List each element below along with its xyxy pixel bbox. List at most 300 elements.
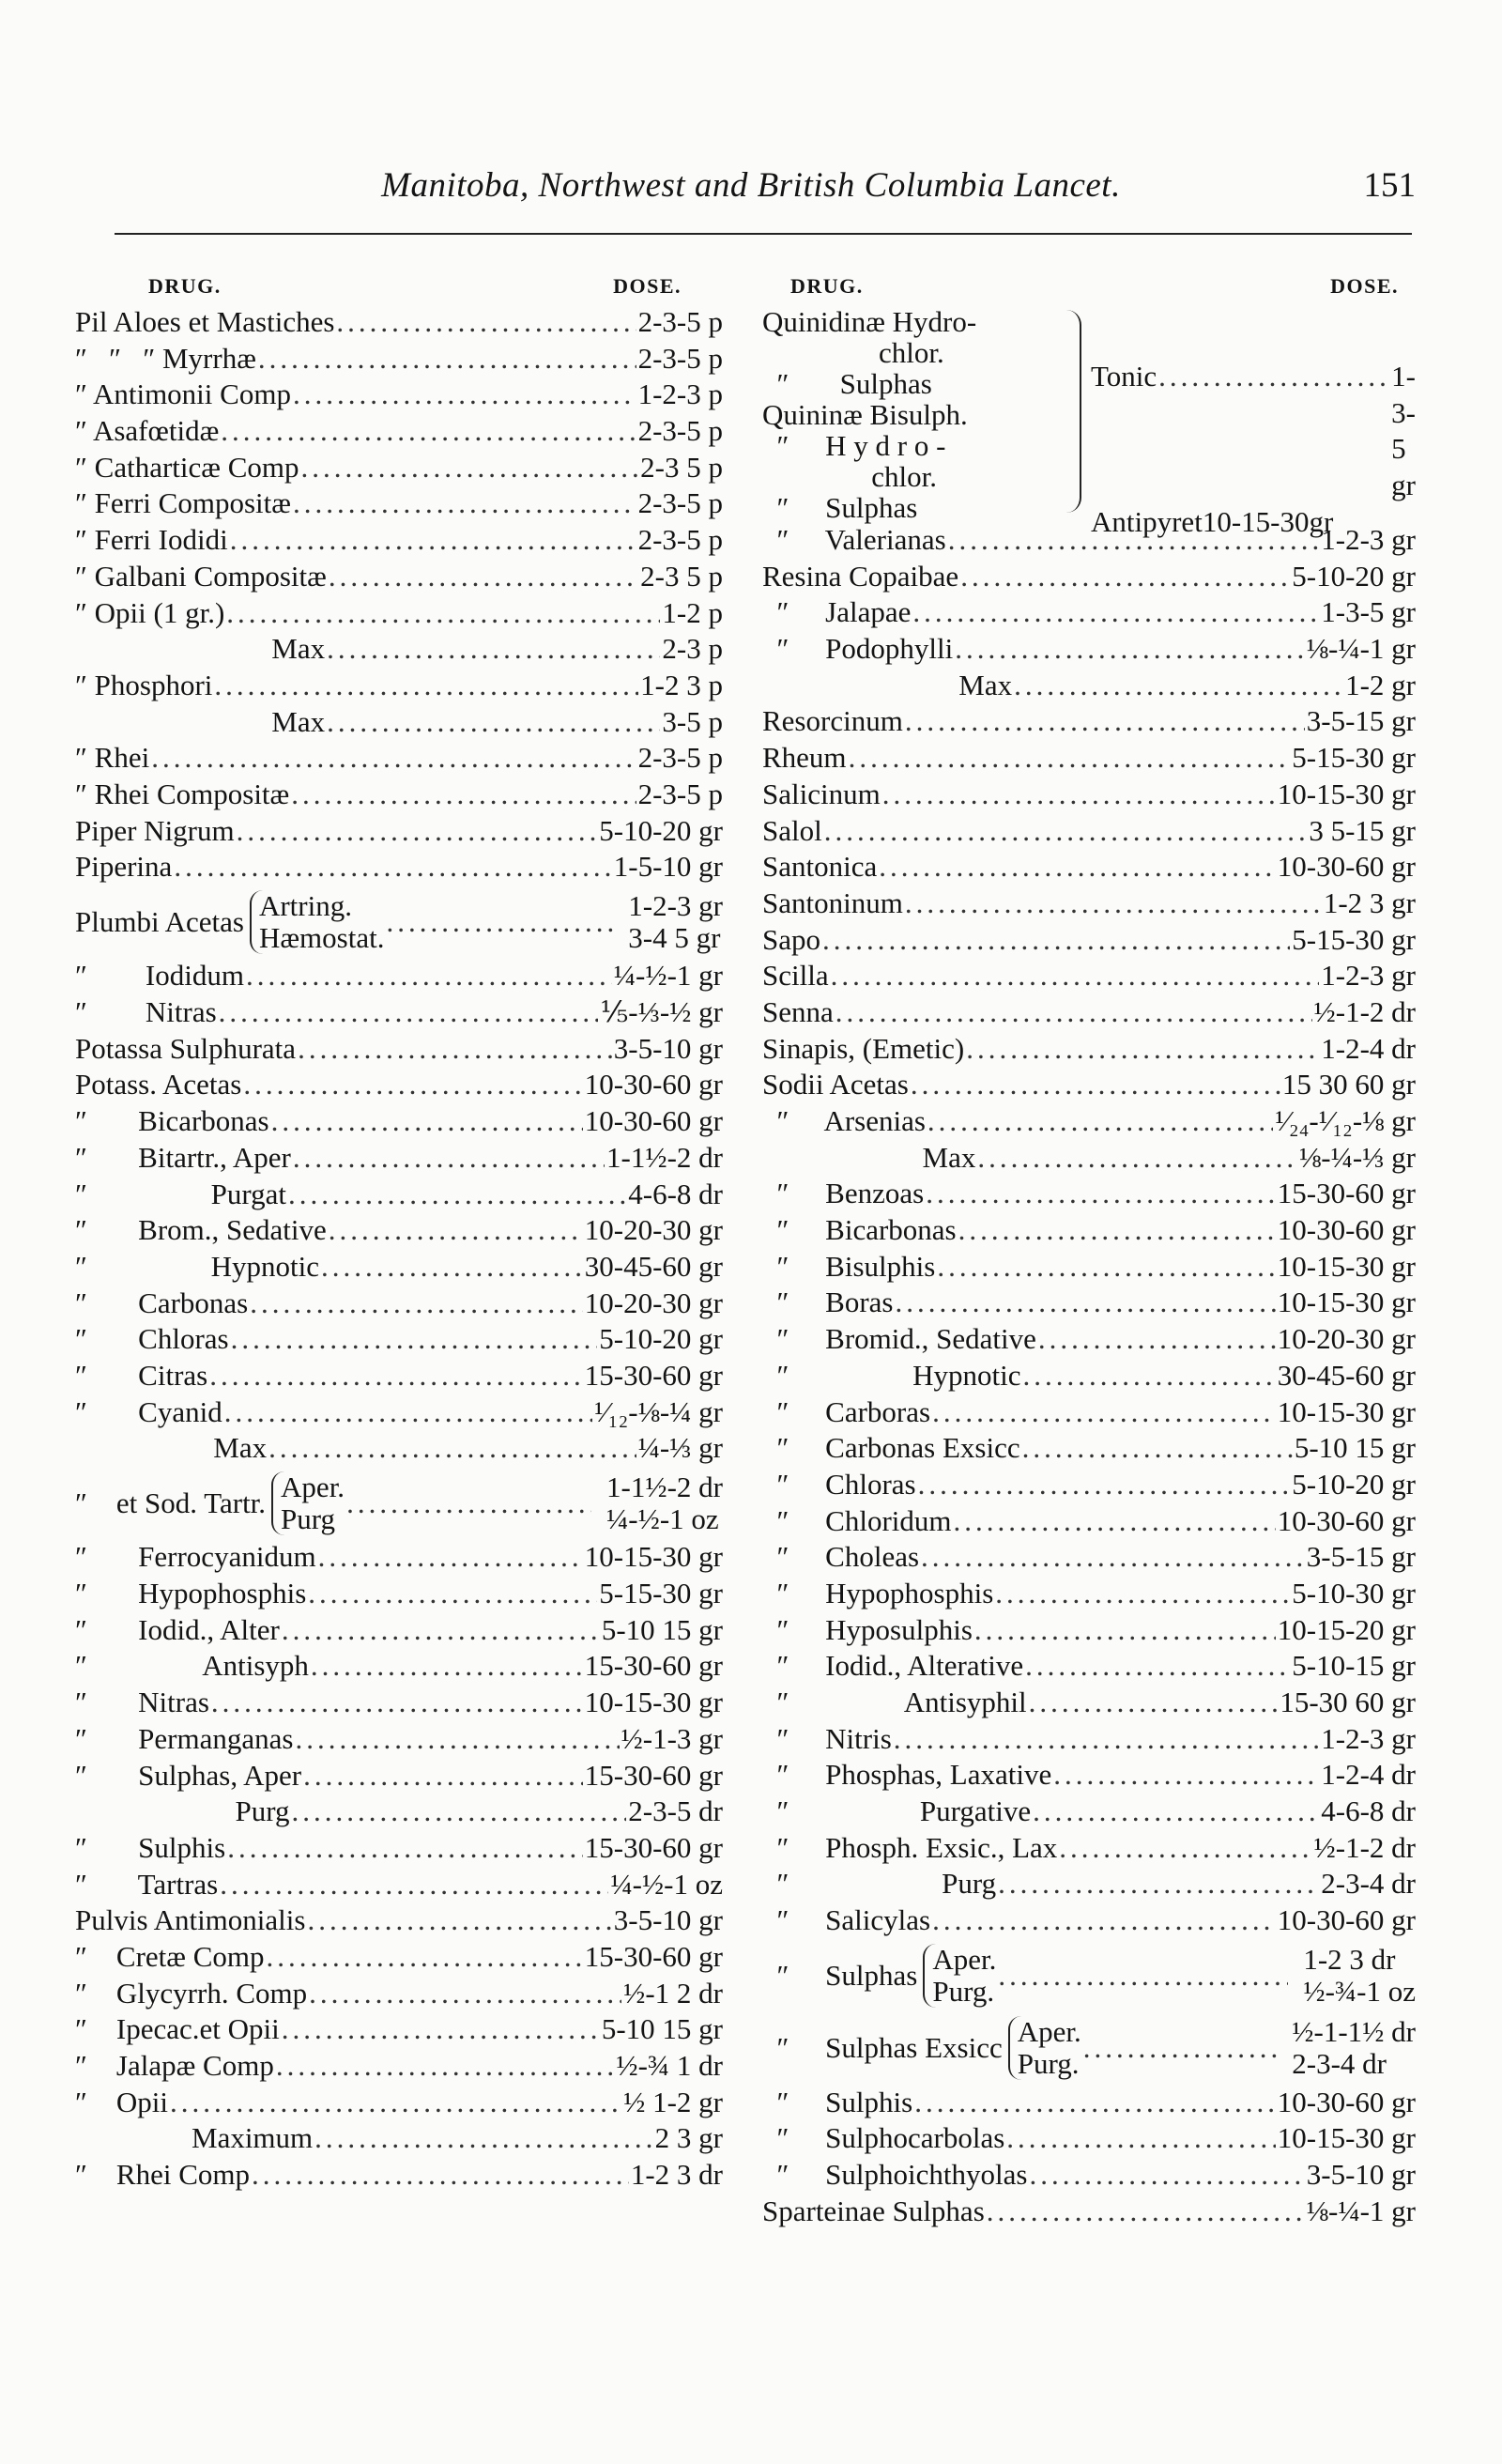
dot-leader [170,2085,621,2121]
dot-leader [914,2085,1276,2121]
left-column-heading [75,274,723,304]
dot-leader [327,704,660,741]
drug-name: Rheum [762,741,847,775]
drug-name: ″ Carbonas Exsicc [762,1431,1020,1465]
table-row [75,849,723,886]
running-header: Manitoba, Northwest and British Columbia Lancet. [381,166,1121,205]
dose-value: ½-1-2 dr [1313,994,1416,1028]
dose-value: ½-¾-1 oz [1303,1974,1416,2008]
dose-value: 2-3 p [662,632,723,666]
drug-name: Sparteinae Sulphas [762,2194,985,2227]
sub-dose-values [599,1471,723,1535]
dose-value: 10-15-20 gr [1277,1612,1416,1646]
table-row [75,1685,723,1721]
dose-value: 2-3-5 p [637,777,723,810]
dot-leader [912,594,1319,631]
sub-dose-values [621,890,723,954]
sub-use-label: Purg [281,1502,336,1535]
table-row [762,1902,1416,1939]
dose-value: 30-45-60 gr [584,1249,723,1283]
dot-leader [209,1358,583,1394]
table-row [75,1902,723,1939]
dot-leader [835,994,1312,1031]
dose-value: 15-30-60 gr [584,1758,723,1792]
table-row [762,594,1416,631]
group-drug-name: Quinidinæ Hydro- [762,305,977,338]
table-row [762,740,1416,777]
dose-value: 1-1½-2 dr [606,1470,723,1503]
table-row [762,631,1416,668]
drug-name: ″ Purgat [75,1177,287,1210]
dose-value: ½-¾ 1 dr [616,2049,723,2083]
dot-leader [1053,1757,1319,1794]
dot-leader [1006,2120,1275,2157]
drug-name: ″ Choleas [762,1540,920,1574]
drug-name: ″ Sulphas, Aper [75,1758,302,1792]
dose-value: 2-3-4 dr [1292,2046,1387,2080]
dot-leader [271,1103,583,1140]
dose-value: ½-1-2 dr [1313,1830,1416,1864]
dot-leader [849,740,1291,777]
table-row [75,1321,723,1358]
table-row [762,1176,1416,1212]
table-row [75,1830,723,1867]
table-row [762,1866,1416,1902]
table-row [75,377,723,413]
sub-dose-values [1295,1944,1416,2008]
dot-leader [998,1939,1288,2011]
sub-use-label: Aper. [932,1942,997,1976]
sub-use-label: Purg. [932,1974,995,2008]
dose-value: ¼-½-1 oz [610,1867,723,1901]
drug-name: ″ Sulphis [762,2085,913,2118]
drug-name: ″ Hyposulphis [762,1612,973,1646]
table-row [75,559,723,595]
dose-value: 5-15-30 gr [1292,922,1416,956]
dot-leader [258,341,636,377]
dot-leader [926,1176,1276,1212]
table-row [75,2120,723,2157]
table-row [75,1867,723,1903]
dot-leader [276,2048,615,2085]
dot-leader [291,777,636,813]
dot-leader [327,631,660,668]
dot-leader [309,1976,621,2012]
table-row [762,1794,1416,1830]
dot-leader [314,2120,653,2157]
dose-value: ½-1-1½ dr [1292,2014,1416,2048]
dose-value: 2-3-5 dr [628,1794,723,1828]
table-row [75,2085,723,2121]
sub-use-label: Aper. [281,1470,345,1503]
dose-value: 15-30-60 gr [1277,1177,1416,1210]
dose-label: Antipyret [1091,504,1203,538]
drug-name: ″ Hypnotic [75,1249,320,1283]
table-row [762,1103,1416,1140]
dose-value: 1-2-3 gr [1321,1721,1416,1755]
table-row [762,958,1416,994]
drug-name: Resina Copaibae [762,559,959,593]
drug-name: Max [762,1140,976,1174]
table-row [762,559,1416,595]
table-row [75,740,723,777]
dot-leader [386,886,613,958]
drug-name: ″ Hypophosphis [762,1576,994,1609]
table-row [75,1576,723,1612]
drug-name: Plumbi Acetas [75,905,244,938]
dose-value: 15-30-60 gr [584,1830,723,1864]
left-drug-list [75,304,723,2194]
dose-value: 10-15-30 gr [1277,1394,1416,1428]
table-row [762,2085,1416,2121]
dot-leader [824,813,1308,850]
dot-leader [224,1394,592,1431]
drug-name: ″ Sulphoichthyolas [762,2157,1028,2191]
dose-value: 3-5 p [662,704,723,738]
table-row [762,1648,1416,1685]
dot-leader [226,595,660,632]
dose-value: 4-6-8 dr [1321,1794,1416,1828]
drug-name: ″ Sulphis [75,1830,226,1864]
drug-name: Potass. Acetas [75,1068,242,1101]
drug-name: ″ Tartras [75,1867,219,1901]
drug-name: ″ Citras [75,1358,208,1392]
dose-heading: DOSE. [1330,274,1399,298]
dose-value: 10-15-30 gr [1277,777,1416,810]
dose-value: 5-10-20 gr [599,1322,723,1356]
table-row [75,1721,723,1758]
drug-name: ″ Chloras [762,1467,916,1501]
drug-name: Max [75,1431,268,1465]
dot-leader [1033,1794,1319,1830]
dose-value: 15-30-60 gr [584,1939,723,1973]
drug-name: ″ Antisyphil [762,1686,1027,1718]
drug-name: ″ Ipecac.et Opii [75,2012,280,2046]
dose-value: 10-15-30 gr [584,1540,723,1574]
drug-name: ″ Galbani Compositæ [75,559,327,593]
table-row [762,1358,1416,1394]
dot-leader [174,849,611,886]
table-row [762,2120,1416,2157]
drug-name: Senna [762,994,834,1028]
drug-name: ″ Nitras [75,1686,209,1719]
dot-leader [321,1249,583,1286]
drug-name: ″ Hypnotic [762,1358,1021,1392]
table-row [762,886,1416,922]
dose-value: ½ 1-2 gr [623,2085,723,2118]
drug-name: ″ Sulphas Exsicc [762,2031,1003,2065]
dot-leader [894,1721,1319,1758]
dose-value: 1-2-3 gr [628,888,723,922]
dot-leader [227,1830,583,1867]
drug-name: Max [762,668,1013,701]
dot-leader [822,922,1290,959]
dose-value: ⅛-¼-⅓ gr [1299,1140,1416,1174]
table-row [75,1358,723,1394]
sub-use-brace [1008,2016,1081,2080]
dot-leader [329,1212,583,1249]
table-row [75,2011,723,2048]
dot-leader [211,1685,583,1721]
dose-value: 1-2-3 gr [1321,523,1416,556]
dose-value: 10-30-60 gr [1277,1503,1416,1537]
dose-value: 3-5-10 gr [613,1031,723,1065]
dose-value: 30-45-60 gr [1277,1358,1416,1392]
drug-name: ″ Jalapæ Comp [75,2049,274,2083]
dot-leader [921,1539,1305,1576]
dose-value: 2-3-5 p [637,305,723,338]
table-row [75,2157,723,2194]
drug-heading: DRUG. [790,274,864,298]
dose-value: 10-15-30 gr [1277,2121,1416,2155]
drug-name: ″ Salicylas [762,1903,931,1937]
dot-leader [974,1612,1276,1649]
dot-leader [237,813,598,850]
drug-name: Max [75,632,326,666]
drug-name: ″ Benzoas [762,1177,925,1210]
drug-name: ″ Arsenias [762,1104,926,1137]
dot-leader [1029,1685,1279,1721]
table-row [762,1576,1416,1612]
dose-value: 5-15-30 gr [599,1577,723,1610]
drug-name: ″ Sulphocarbolas [762,2121,1005,2155]
table-row [762,1685,1416,1721]
drug-name: ″ Nitris [762,1721,892,1755]
table-row [75,1140,723,1177]
drug-name: Pulvis Antimonialis [75,1903,306,1937]
dot-leader [267,1939,583,1976]
drug-name: ″ Bicarbonas [762,1213,957,1247]
dot-leader [295,1721,619,1758]
dot-leader [937,1249,1275,1286]
dose-value: 1-3-5 gr [1321,595,1416,629]
table-row [762,1612,1416,1649]
dose-value: 1-2 gr [1345,668,1416,701]
table-row [762,777,1416,813]
table-row [75,886,723,958]
table-row [762,1031,1416,1068]
drug-name: Santonica [762,850,878,884]
dose-line-tonic [1091,359,1416,504]
dot-leader [998,1866,1319,1902]
dose-value: 5-10-30 gr [1292,1576,1416,1609]
dose-value: 10-30-60 gr [1277,850,1416,884]
page-number: 151 [1363,166,1416,205]
dot-leader [955,631,1305,668]
drug-name: ″ Purgative [762,1794,1032,1828]
table-row [75,1249,723,1286]
dose-heading: DOSE. [613,274,682,298]
dot-leader [252,2157,629,2194]
dot-leader [977,1140,1297,1177]
dose-value: 1-2-4 dr [1321,1031,1416,1065]
table-row [75,304,723,341]
drug-name: ″ Rhei Compositæ [75,777,290,810]
dose-value: 10-30-60 gr [1277,1903,1416,1937]
drug-name: ″ Rhei [75,741,150,775]
dose-value: 10-15-30gr [1202,504,1334,538]
drug-name: ″ Iodid., Alter [75,1612,280,1646]
dose-value: ¹⁄₂₄-¹⁄₁₂-⅛ gr [1275,1104,1416,1137]
dot-leader [1038,1321,1276,1358]
dot-leader [230,522,636,559]
dot-leader [293,485,636,522]
drug-name: ″ Phosphas, Laxative [762,1758,1052,1792]
dose-value: 1-2-3 p [637,377,723,411]
dot-leader [307,1902,611,1939]
dose-value: 3 5-15 gr [1309,813,1416,847]
sub-use-label: Artring. [258,888,352,922]
dose-value: ¼-½-1 gr [613,959,723,993]
dot-leader [918,1467,1291,1503]
table-row [762,1285,1416,1321]
table-row [75,450,723,486]
table-row [75,1177,723,1213]
table-row [762,849,1416,886]
drug-name: Sinapis, (Emetic) [762,1031,965,1065]
drug-name: ″ Iodid., Alterative [762,1649,1024,1683]
drug-name: Maximum [75,2121,314,2155]
dose-value: ¹⁄₁₂-⅛-¼ gr [594,1394,723,1428]
table-row [762,2011,1416,2084]
table-row [75,1103,723,1140]
drug-name: Salol [762,813,822,847]
table-row [75,1394,723,1431]
dot-leader [243,1067,582,1103]
table-row [762,1249,1416,1286]
table-row [762,1394,1416,1431]
dose-value: ½-1 2 dr [623,1976,723,2010]
sub-use-label: Purg. [1017,2046,1080,2080]
dot-leader [932,1394,1276,1431]
dot-leader [905,886,1322,922]
drug-name: ″ Jalapae [762,595,912,629]
dot-leader [911,1067,1280,1103]
table-row [762,1140,1416,1177]
drug-name: ″ Brom., Sedative [75,1213,327,1247]
drug-name: ″ Ferrocyanidum [75,1540,316,1574]
sub-use-brace [271,1471,345,1535]
drug-name: ″ Ferri Iodidi [75,523,228,557]
dose-value: 5-10-20 gr [599,813,723,847]
dose-value: 2-3-4 dr [1321,1867,1416,1901]
table-row [75,1758,723,1794]
dose-value: 10-15-30 gr [1277,1249,1416,1283]
group-drug-name: ″ Sulphas [762,367,932,400]
dose-value: 10-30-60 gr [584,1104,723,1138]
dose-value: 10-30-60 gr [1277,2085,1416,2118]
drug-name: ″ Ferri Compositæ [75,486,291,520]
table-row [762,813,1416,850]
dot-leader [329,559,638,595]
right-drug-list [762,522,1416,2229]
table-row [762,2157,1416,2194]
dose-value: 1-3-5 gr [1391,360,1416,502]
dot-leader [292,1794,627,1830]
dose-value: 2-3-5 p [637,741,723,775]
drug-name: ″ Sulphas [762,1958,918,1992]
dot-leader [220,1867,608,1903]
drug-name: Santoninum [762,886,903,919]
dot-leader [966,1031,1319,1068]
table-row [762,1539,1416,1576]
group-drug-name: ″ Sulphas [762,491,918,524]
dot-leader [879,849,1276,886]
table-row [75,777,723,813]
drug-name: ″ Podophylli [762,632,954,666]
dot-leader [318,1539,583,1576]
dot-leader [336,304,636,341]
table-row [75,1031,723,1068]
group-drug-name: chlor. [762,336,944,369]
dot-leader [246,958,612,994]
dose-value: 1-2-4 dr [1321,1758,1416,1792]
table-row [75,1286,723,1322]
table-row [762,1757,1416,1794]
drug-name: ″ Opii (1 gr.) [75,595,225,629]
group-brace [1065,310,1081,513]
dose-value: 2-3-5 p [637,486,723,520]
dot-leader [995,1576,1290,1612]
dose-value: 1-2-3 gr [1321,959,1416,993]
drug-name: ″ Cyanid [75,1394,222,1428]
left-column [75,274,723,2194]
dose-value: 1-2 3 dr [630,2158,723,2192]
dot-leader [1029,2157,1304,2194]
dose-value: 2-3-5 p [637,523,723,557]
dose-value: ¼-½-1 oz [606,1502,719,1535]
table-row [75,413,723,450]
right-column-heading [762,274,1416,304]
table-row [75,2048,723,2085]
drug-heading: DRUG. [148,274,222,298]
drug-name: ″ Antisyph [75,1649,309,1683]
table-row [762,1067,1416,1103]
dose-value: ¼-⅓ gr [637,1431,723,1465]
dose-value: 1-2 3 dr [1303,1942,1396,1976]
drug-name: ″ Phosph. Exsic., Lax [762,1830,1058,1864]
dose-value: 5-10-20 gr [1292,1467,1416,1501]
dose-value: 1-2 p [662,595,723,629]
drug-name: ″ Glycyrrh. Comp [75,1976,308,2010]
dose-value: ⅛-¼-1 gr [1306,632,1416,666]
drug-name: ″ Valerianas [762,523,946,556]
dot-leader [905,703,1305,740]
dose-value: 3-4 5 gr [628,920,721,954]
header-rule [115,233,1412,235]
drug-name: Pil Aloes et Mastiches [75,305,335,338]
dot-leader [831,958,1320,994]
dose-value: 5-10 15 gr [601,2012,723,2046]
drug-name: ″ Chloridum [762,1503,952,1537]
drug-name: ″ Nitras [75,995,217,1029]
dose-value: 10-20-30 gr [1277,1322,1416,1356]
drug-name: ″ Bisulphis [762,1249,936,1283]
table-row [75,704,723,741]
table-row [762,1939,1416,2011]
dose-value: 10-20-30 gr [584,1213,723,1247]
table-row [75,1467,723,1539]
table-row [762,703,1416,740]
dose-value: 1-2 3 gr [1323,886,1416,919]
dot-leader [954,1503,1276,1540]
dot-leader [960,559,1290,595]
drug-name: ″ Asafœtidæ [75,414,220,448]
drug-name: Scilla [762,959,829,993]
dose-value: ⅕-⅓-½ gr [600,995,723,1029]
dot-leader [151,740,636,777]
table-row [75,1539,723,1576]
